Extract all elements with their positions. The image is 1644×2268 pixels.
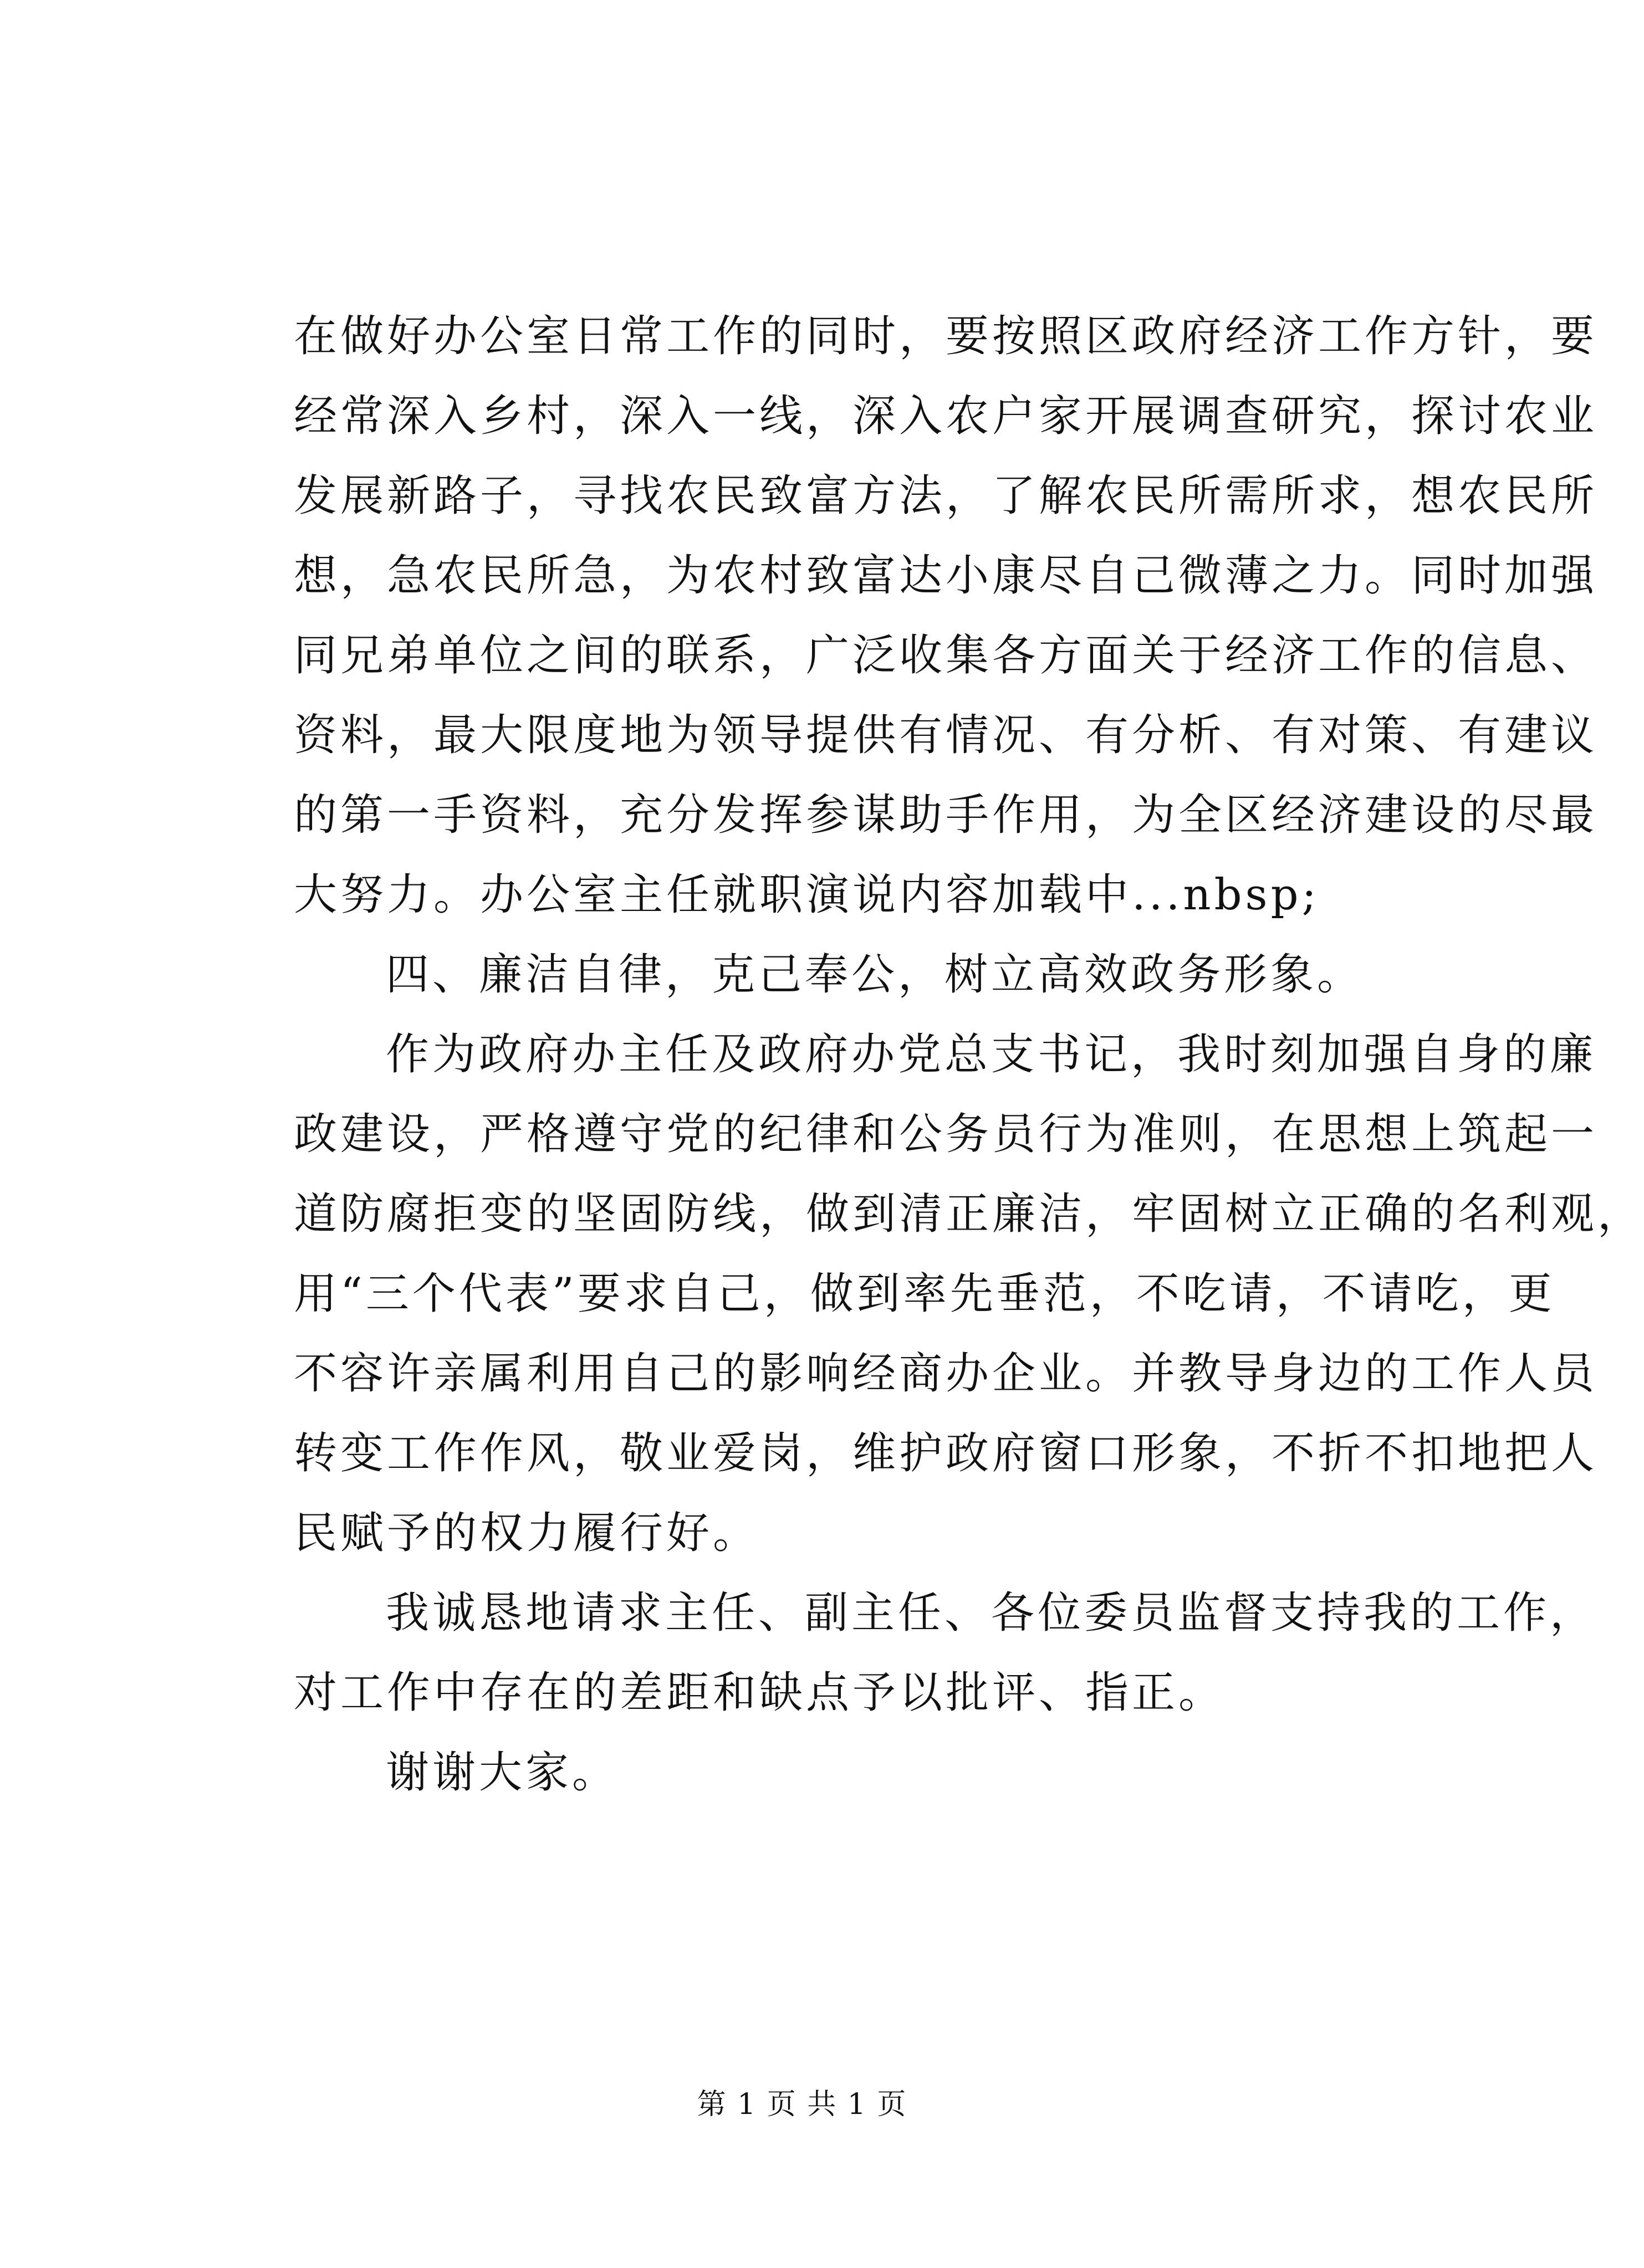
text-line: 转变工作作风，敬业爱岗，维护政府窗口形象，不折不扣地把人 (294, 1429, 1598, 1478)
text-line: 资料，最大限度地为领导提供有情况、有分析、有对策、有建议 (294, 710, 1598, 760)
text-line: 不容许亲属利用自己的影响经商办企业。并教导身边的工作人员 (294, 1349, 1598, 1399)
text-line: 用“三个代表”要求自己，做到率先垂范，不吃请，不请吃，更 (294, 1269, 1555, 1319)
text-line: 民赋予的权力履行好。 (294, 1508, 760, 1558)
text-line: 大努力。办公室主任就职演说内容加载中...nbsp; (294, 870, 1320, 920)
text-line: 发展新路子，寻找农民致富方法，了解农民所需所求，想农民所 (294, 471, 1598, 521)
text-line: 作为政府办主任及政府办党总支书记，我时刻加强自身的廉 (386, 1030, 1597, 1079)
text-line: 经常深入乡村，深入一线，深入农户家开展调查研究，探讨农业 (294, 391, 1598, 441)
page-number-footer: 第 1 页 共 1 页 (697, 2088, 907, 2121)
text-line: 道防腐拒变的坚固防线，做到清正廉洁，牢固树立正确的名利观， (294, 1189, 1644, 1239)
text-line: 我诚恳地请求主任、副主任、各位委员监督支持我的工作， (386, 1588, 1597, 1638)
text-line: 政建设，严格遵守党的纪律和公务员行为准则，在思想上筑起一 (294, 1109, 1598, 1159)
text-line: 对工作中存在的差距和缺点予以批评、指正。 (294, 1668, 1226, 1718)
text-line: 的第一手资料，充分发挥参谋助手作用，为全区经济建设的尽最 (294, 790, 1598, 840)
text-line: 在做好办公室日常工作的同时，要按照区政府经济工作方针，要 (294, 311, 1598, 361)
text-line: 同兄弟单位之间的联系，广泛收集各方面关于经济工作的信息、 (294, 631, 1598, 680)
text-line: 想，急农民所急，为农村致富达小康尽自己微薄之力。同时加强 (294, 551, 1598, 601)
closing-line: 谢谢大家。 (386, 1748, 619, 1798)
document-body (294, 296, 1644, 1813)
section-heading: 四、廉洁自律，克己奉公，树立高效政务形象。 (386, 950, 1364, 1000)
